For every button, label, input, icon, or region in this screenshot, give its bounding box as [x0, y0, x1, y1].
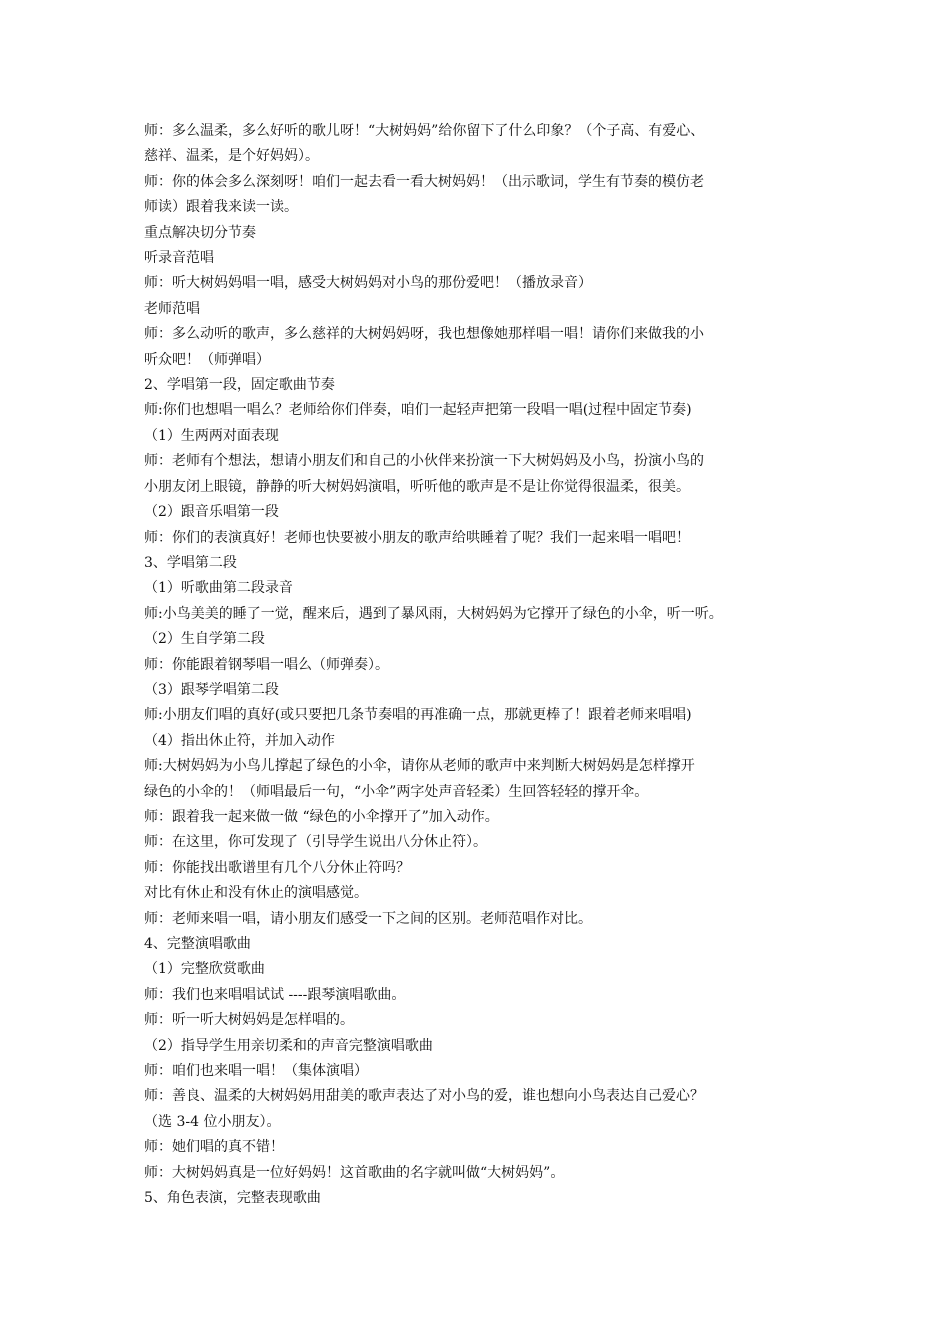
- text-line-14: 师：老师有个想法，想请小朋友们和自己的小伙伴来扮演一下大树妈妈及小鸟，扮演小鸟的: [144, 453, 704, 470]
- text-line-12: 师:你们也想唱一唱么？老师给你们伴奏，咱们一起轻声把第一段唱一唱(过程中固定节奏): [144, 402, 692, 419]
- document-body: [144, 119, 810, 1211]
- text-line-38: 师：咱们也来唱一唱！（集体演唱）: [144, 1063, 368, 1080]
- subsection-heading: （1）完整欣赏歌曲: [144, 961, 265, 978]
- text-line-2: 慈祥、温柔，是个好妈妈）。: [144, 148, 319, 165]
- text-line-3: 师：你的体会多么深刻呀！咱们一起去看一看大树妈妈！（出示歌词，学生有节奏的模仿老: [144, 173, 704, 190]
- section-heading: 4、完整演唱歌曲: [144, 936, 251, 952]
- section-heading: 2、学唱第一段，固定歌曲节奏: [144, 377, 335, 394]
- subsection-heading: （1）生两两对面表现: [144, 427, 279, 444]
- text-line-22: 师：你能跟着钢琴唱一唱么（师弹奏）。: [144, 656, 389, 673]
- text-line-7: 师：听大树妈妈唱一唱，感受大树妈妈对小鸟的那份爱吧！（播放录音）: [144, 275, 592, 292]
- text-line-36: 师：听一听大树妈妈是怎样唱的。: [144, 1012, 354, 1029]
- section-heading: 重点解决切分节奏: [144, 224, 256, 241]
- subsection-heading: （2）跟音乐唱第一段: [144, 504, 279, 521]
- section-heading: 5、角色表演，完整表现歌曲: [144, 1190, 321, 1207]
- subsection-heading: （2）指导学生用亲切柔和的声音完整演唱歌曲: [144, 1037, 433, 1054]
- text-line-15: 小朋友闭上眼镜，静静的听大树妈妈演唱，听听他的歌声是不是让你觉得很温柔，很美。: [144, 478, 690, 495]
- text-line-9: 师：多么动听的歌声，多么慈祥的大树妈妈呀，我也想像她那样唱一唱！请你们来做我的小: [144, 326, 704, 343]
- section-heading: 听录音范唱: [144, 250, 214, 267]
- text-line-39: 师：善良、温柔的大树妈妈用甜美的歌声表达了对小鸟的爱，谁也想向小鸟表达自己爱心？: [144, 1088, 704, 1105]
- subsection-heading: （2）生自学第二段: [144, 631, 265, 648]
- text-line-17: 师：你们的表演真好！老师也快要被小朋友的歌声给哄睡着了呢？我们一起来唱一唱吧！: [144, 529, 690, 546]
- section-heading: 老师范唱: [144, 300, 200, 317]
- text-line-26: 师:大树妈妈为小鸟儿撑起了绿色的小伞，请你从老师的歌声中来判断大树妈妈是怎样撑开: [144, 758, 695, 775]
- text-line-4: 师读）跟着我来读一读。: [144, 199, 298, 216]
- subsection-heading: （1）听歌曲第二段录音: [144, 580, 293, 597]
- text-line-41: 师：她们唱的真不错！: [144, 1139, 284, 1156]
- text-line-20: 师:小鸟美美的睡了一觉，醒来后，遇到了暴风雨，大树妈妈为它撑开了绿色的小伞，听一听。: [144, 605, 723, 622]
- text-line-32: 师：老师来唱一唱，请小朋友们感受一下之间的区别。老师范唱作对比。: [144, 910, 592, 927]
- text-line-42: 师：大树妈妈真是一位好妈妈！这首歌曲的名字就叫做“大树妈妈”。: [144, 1164, 565, 1181]
- text-line-10: 听众吧！（师弹唱）: [144, 351, 270, 368]
- text-line-1: 师：多么温柔，多么好听的歌儿呀！“大树妈妈”给你留下了什么印象？（个子高、有爱心、: [144, 123, 705, 139]
- text-line-28: 师：跟着我一起来做一做 “绿色的小伞撑开了”加入动作。: [144, 808, 499, 825]
- text-line-35: 师：我们也来唱唱试试 ----跟琴演唱歌曲。: [144, 986, 406, 1003]
- subsection-heading: （3）跟琴学唱第二段: [144, 681, 279, 698]
- text-line-29: 师：在这里，你可发现了（引导学生说出八分休止符）。: [144, 834, 487, 851]
- text-line-27: 绿色的小伞的！（师唱最后一句，“小伞”两字处声音轻柔）生回答轻轻的撑开伞。: [144, 783, 649, 800]
- text-line-31: 对比有休止和没有休止的演唱感觉。: [144, 885, 368, 902]
- subsection-heading: （4）指出休止符，并加入动作: [144, 732, 335, 749]
- text-line-30: 师：你能找出歌谱里有几个八分休止符吗？: [144, 859, 410, 876]
- text-line-40: （选 3-4 位小朋友）。: [144, 1113, 281, 1130]
- text-line-24: 师:小朋友们唱的真好(或只要把几条节奏唱的再准确一点，那就更棒了！跟着老师来唱唱): [144, 707, 692, 724]
- section-heading: 3、学唱第二段: [144, 554, 237, 571]
